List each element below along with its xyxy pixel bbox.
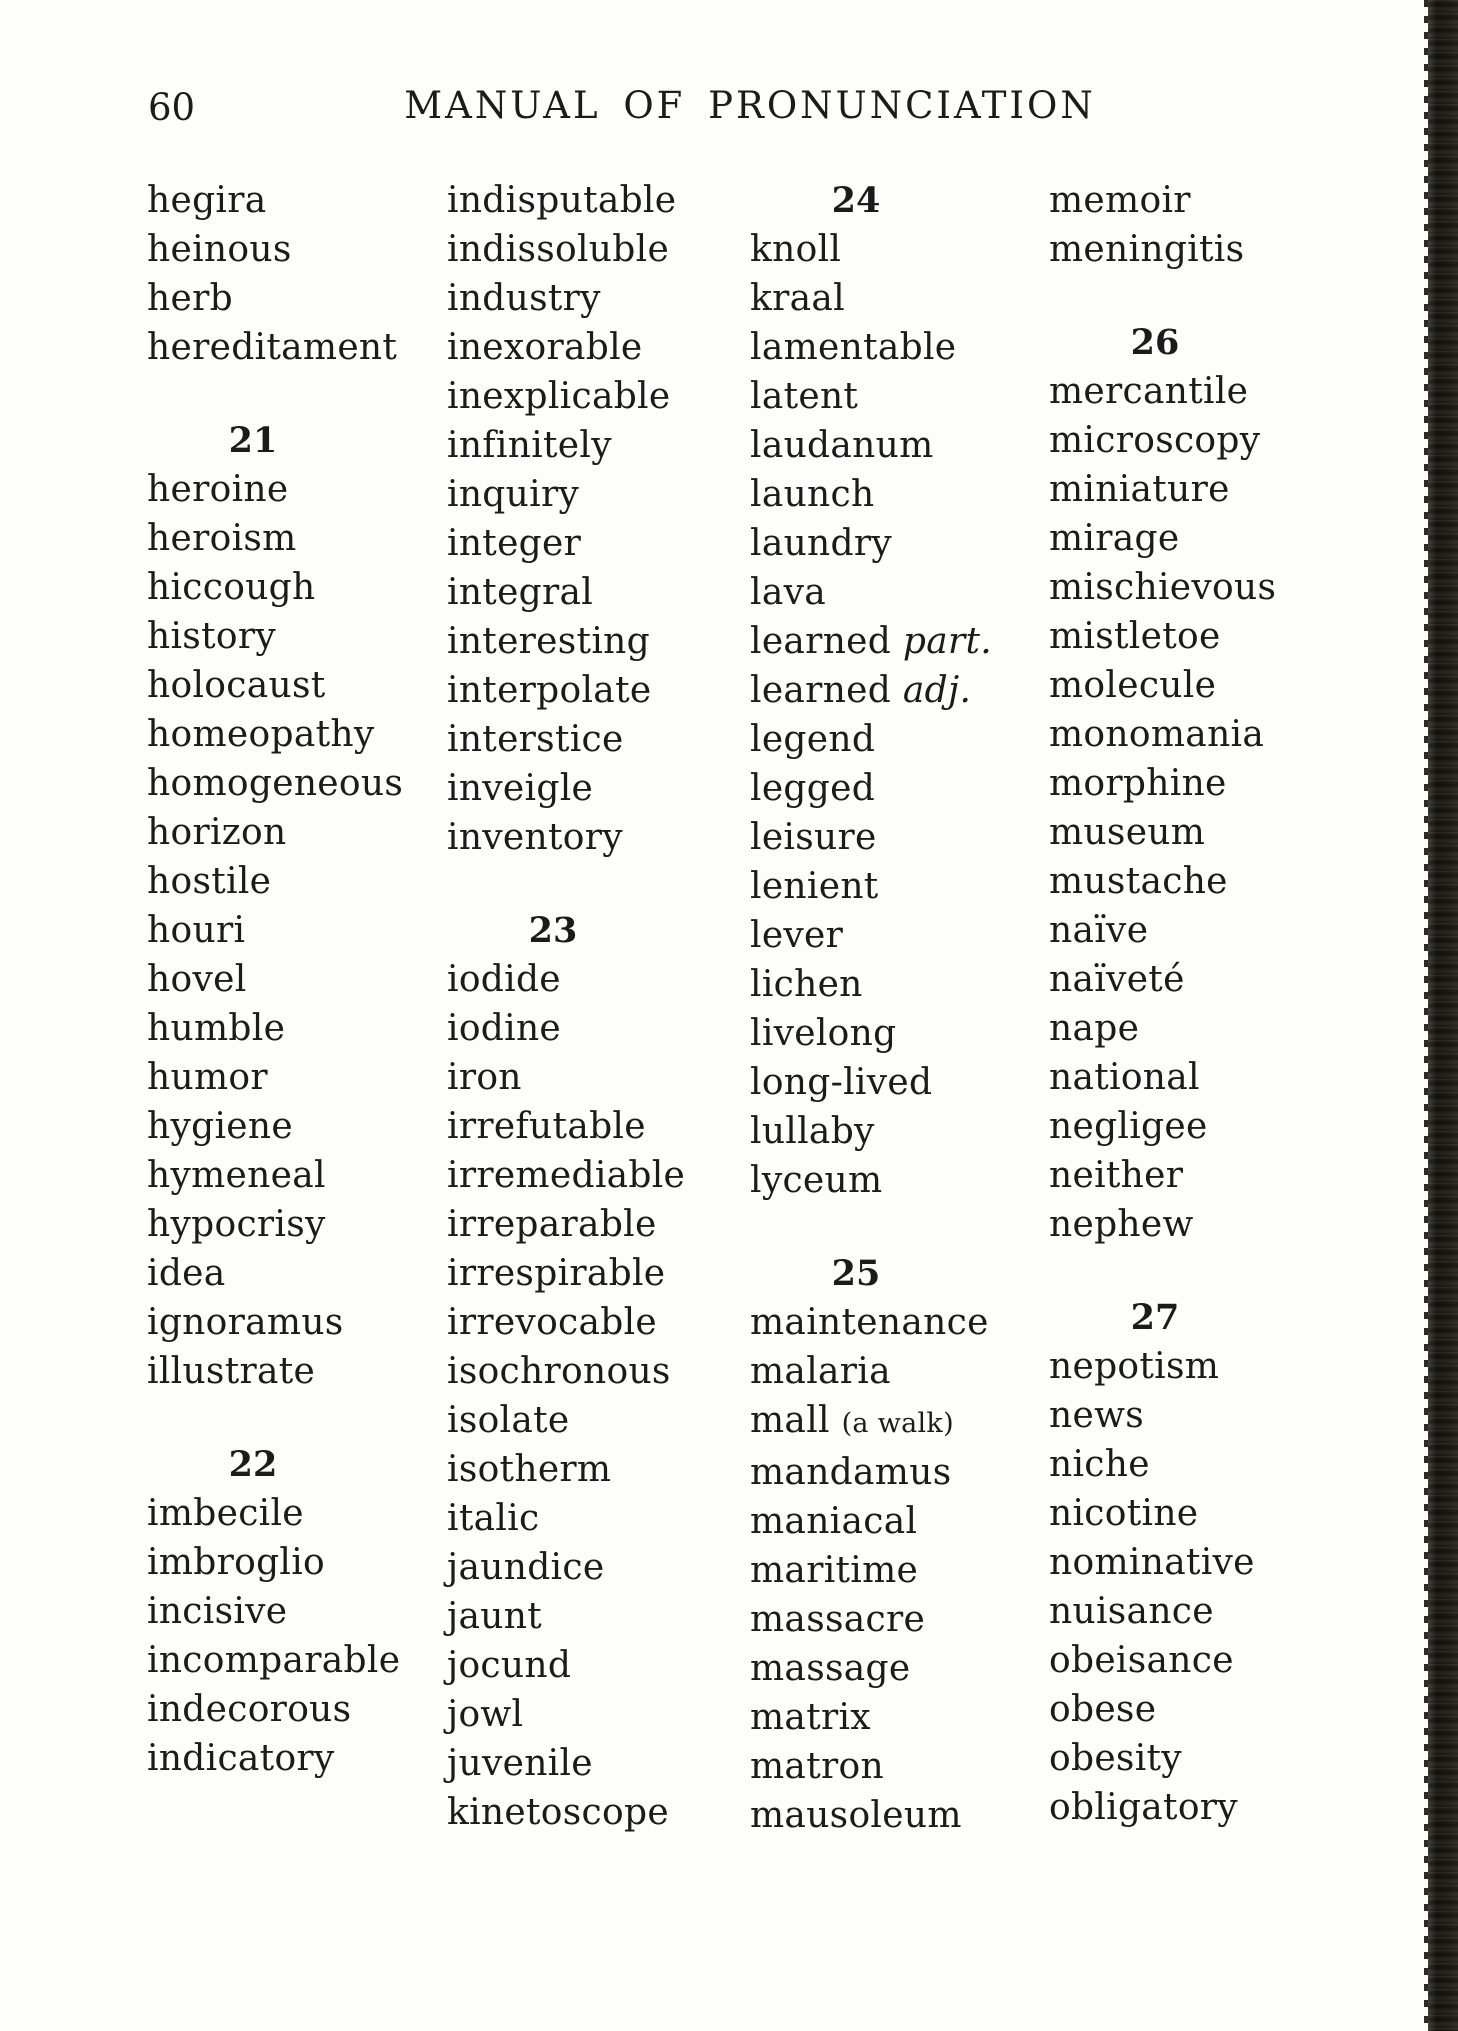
word-entry: jocund [447,1645,572,1686]
word-entry: isotherm [447,1449,612,1490]
gloss-note: (a walk) [841,1408,954,1439]
word-column [147,176,404,1783]
word-entry: mustache [1049,861,1228,902]
word-entry: heinous [147,229,292,270]
word-entry: morphine [1049,763,1227,804]
word-entry: obeisance [1049,1640,1234,1681]
word-entry: mall (a walk) [750,1400,954,1441]
word-entry: history [147,616,276,657]
word-entry: obese [1049,1689,1157,1730]
page-number: 60 [148,86,196,129]
word-entry: interesting [447,621,650,662]
word-entry: isochronous [447,1351,671,1392]
section-number: 25 [831,1253,881,1294]
word-entry: incomparable [147,1640,401,1681]
word-entry: jowl [447,1694,524,1735]
word-entry: niche [1049,1444,1150,1485]
word-entry: integer [447,523,582,564]
word-column [447,176,686,1837]
word-entry: massacre [750,1599,926,1640]
word-entry: learned adj. [750,670,972,711]
word-entry: hegira [147,180,267,221]
word-entry: interpolate [447,670,652,711]
word-entry: lullaby [750,1111,875,1152]
word-entry: microscopy [1049,420,1261,461]
word-entry: mischievous [1049,567,1277,608]
word-entry: mercantile [1049,371,1249,412]
word-entry: kraal [750,278,845,319]
word-entry: maritime [750,1550,919,1591]
word-entry: news [1049,1395,1144,1436]
word-entry: lava [750,572,826,613]
word-entry: memoir [1049,180,1191,221]
word-entry: imbecile [147,1493,304,1534]
section-number: 21 [228,420,278,461]
word-entry: naïveté [1049,959,1185,1000]
word-entry: knoll [750,229,842,270]
word-entry: isolate [447,1400,570,1441]
section-number: 26 [1130,322,1180,363]
word-entry: nephew [1049,1204,1194,1245]
word-entry: iodine [447,1008,562,1049]
word-entry: legged [750,768,876,809]
word-entry: industry [447,278,601,319]
word-entry: heroine [147,469,289,510]
word-entry: homeopathy [147,714,375,755]
word-entry: maniacal [750,1501,918,1542]
word-entry: hovel [147,959,247,1000]
word-entry: homogeneous [147,763,404,804]
word-entry: idea [147,1253,226,1294]
word-entry: mistletoe [1049,616,1221,657]
word-entry: nepotism [1049,1346,1220,1387]
word-entry: horizon [147,812,287,853]
word-entry: herb [147,278,233,319]
word-entry: inventory [447,817,623,858]
word-entry: inexorable [447,327,643,368]
word-entry: mausoleum [750,1795,962,1836]
word-entry: lyceum [750,1160,883,1201]
word-entry: maintenance [750,1302,989,1343]
word-entry: heroism [147,518,297,559]
word-entry: nape [1049,1008,1140,1049]
word-entry: leisure [750,817,877,858]
word-entry: irrevocable [447,1302,658,1343]
word-entry: matron [750,1746,884,1787]
word-entry: negligee [1049,1106,1208,1147]
word-entry: livelong [750,1013,897,1054]
word-entry: imbroglio [147,1542,326,1583]
word-column [1049,176,1277,1832]
word-entry: irrefutable [447,1106,646,1147]
word-entry: infinitely [447,425,612,466]
page-title: MANUAL OF PRONUNCIATION [404,84,1096,127]
word-entry: meningitis [1049,229,1245,270]
word-entry: laundry [750,523,893,564]
word-entry: hiccough [147,567,316,608]
word-entry: inquiry [447,474,580,515]
word-entry: inexplicable [447,376,671,417]
word-entry: legend [750,719,876,760]
section-number: 27 [1130,1297,1180,1338]
word-entry: integral [447,572,594,613]
word-entry: nuisance [1049,1591,1214,1632]
word-entry: irremediable [447,1155,686,1196]
word-entry: iodide [447,959,561,1000]
book-binding-strip [1428,0,1458,2031]
word-entry: indissoluble [447,229,670,270]
word-entry: indisputable [447,180,677,221]
word-entry: ignoramus [147,1302,344,1343]
word-entry: lamentable [750,327,957,368]
word-entry: obesity [1049,1738,1182,1779]
word-entry: irrespirable [447,1253,666,1294]
word-entry: malaria [750,1351,891,1392]
word-entry: miniature [1049,469,1230,510]
word-entry: molecule [1049,665,1217,706]
word-entry: national [1049,1057,1200,1098]
word-entry: lenient [750,866,879,907]
word-entry: latent [750,376,859,417]
section-number: 24 [831,180,881,221]
word-entry: laudanum [750,425,934,466]
word-entry: lever [750,915,844,956]
section-number: 23 [528,910,578,951]
section-number: 22 [228,1444,278,1485]
word-entry: italic [447,1498,540,1539]
word-entry: hygiene [147,1106,293,1147]
word-entry: launch [750,474,875,515]
word-entry: jaunt [447,1596,542,1637]
word-entry: naïve [1049,910,1149,951]
word-entry: humble [147,1008,286,1049]
word-entry: illustrate [147,1351,316,1392]
word-entry: matrix [750,1697,871,1738]
word-entry: nicotine [1049,1493,1199,1534]
word-entry: iron [447,1057,522,1098]
part-of-speech-label: adj. [902,670,972,711]
word-entry: jaundice [447,1547,605,1588]
word-entry: mandamus [750,1452,952,1493]
word-entry: juvenile [447,1743,593,1784]
word-entry: long-lived [750,1062,933,1103]
word-entry: mirage [1049,518,1180,559]
word-entry: museum [1049,812,1206,853]
word-entry: hypocrisy [147,1204,326,1245]
word-entry: hostile [147,861,272,902]
word-entry: indecorous [147,1689,352,1730]
word-entry: obligatory [1049,1787,1238,1828]
word-entry: humor [147,1057,268,1098]
word-entry: nominative [1049,1542,1255,1583]
word-entry: indicatory [147,1738,335,1779]
word-entry: irreparable [447,1204,657,1245]
word-entry: incisive [147,1591,288,1632]
word-entry: kinetoscope [447,1792,669,1833]
word-entry: learned part. [750,621,993,662]
word-entry: hereditament [147,327,398,368]
word-entry: interstice [447,719,624,760]
part-of-speech-label: part. [902,621,993,662]
word-entry: massage [750,1648,911,1689]
word-entry: neither [1049,1155,1184,1196]
word-column [750,176,993,1840]
word-entry: hymeneal [147,1155,326,1196]
word-entry: monomania [1049,714,1265,755]
word-entry: inveigle [447,768,594,809]
word-entry: lichen [750,964,863,1005]
word-entry: houri [147,910,246,951]
word-entry: holocaust [147,665,326,706]
